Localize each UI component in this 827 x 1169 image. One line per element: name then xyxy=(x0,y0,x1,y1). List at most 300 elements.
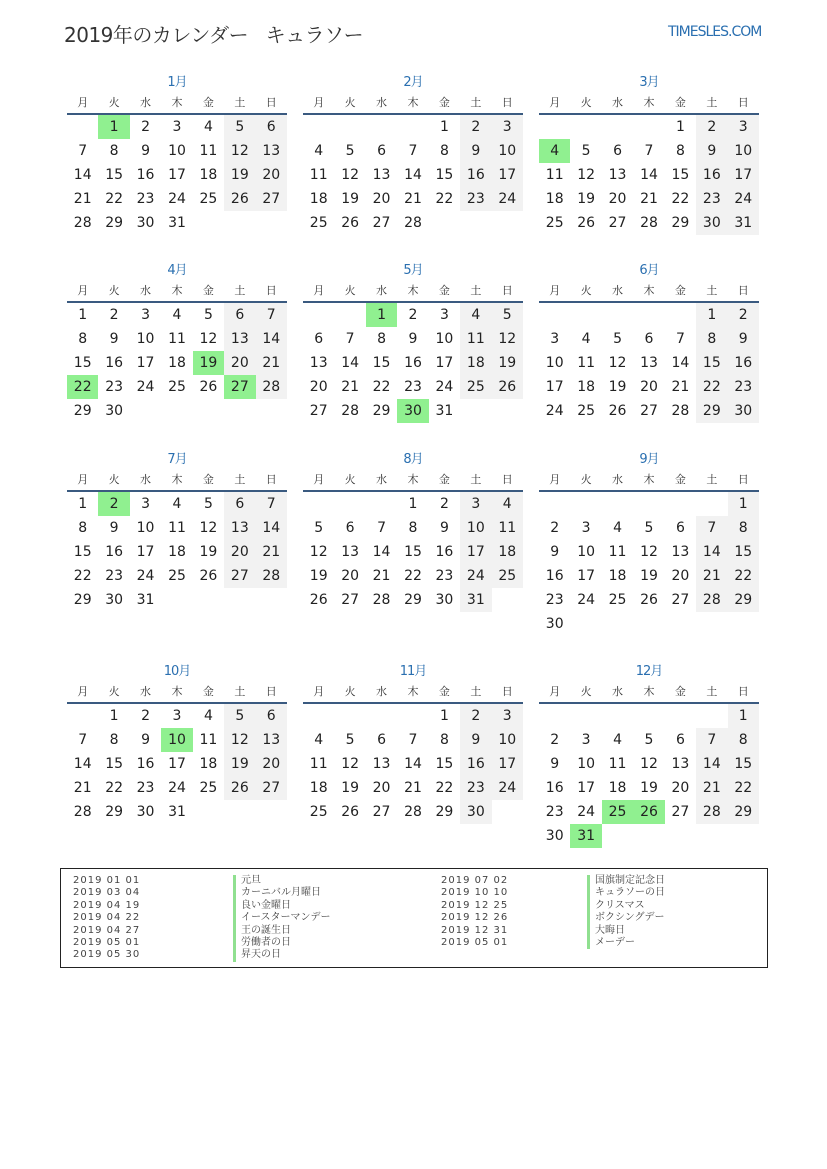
day-cell[interactable]: 1 xyxy=(728,492,759,516)
day-cell[interactable]: 14 xyxy=(341,355,360,371)
day-cell[interactable]: 15 xyxy=(73,544,92,560)
day-cell[interactable]: 3 xyxy=(172,708,182,724)
day-cell[interactable]: 5 xyxy=(224,115,255,139)
day-cell[interactable]: 12 xyxy=(492,327,523,351)
day-cell[interactable]: 30 xyxy=(696,211,727,235)
day-cell[interactable]: 21 xyxy=(696,776,727,800)
day-cell[interactable]: 13 xyxy=(372,756,391,772)
day-cell[interactable]: 26 xyxy=(309,592,328,608)
day-cell[interactable]: 23 xyxy=(105,379,124,395)
day-cell[interactable]: 21 xyxy=(671,379,690,395)
day-cell[interactable]: 5 xyxy=(345,732,355,748)
day-cell[interactable]: 8 xyxy=(78,331,88,347)
day-cell[interactable]: 18 xyxy=(577,379,596,395)
day-cell[interactable]: 11 xyxy=(168,520,186,536)
day-cell[interactable]: 10 xyxy=(435,331,454,347)
day-cell[interactable]: 12 xyxy=(199,331,218,347)
day-cell[interactable]: 3 xyxy=(550,331,560,347)
day-cell[interactable]: 1 xyxy=(98,115,129,139)
day-cell[interactable]: 2 xyxy=(141,708,151,724)
day-cell[interactable]: 28 xyxy=(696,588,727,612)
day-cell[interactable]: 5 xyxy=(314,520,324,536)
day-cell[interactable]: 18 xyxy=(309,780,328,796)
day-cell[interactable]: 30 xyxy=(105,592,124,608)
day-cell[interactable]: 8 xyxy=(377,331,387,347)
day-cell[interactable]: 2 xyxy=(728,303,759,327)
day-cell[interactable]: 20 xyxy=(224,351,255,375)
day-cell[interactable]: 10 xyxy=(161,728,192,752)
day-cell[interactable]: 15 xyxy=(671,167,690,183)
day-cell[interactable]: 31 xyxy=(136,592,155,608)
day-cell[interactable]: 9 xyxy=(460,728,491,752)
day-cell[interactable]: 8 xyxy=(728,516,759,540)
day-cell[interactable]: 28 xyxy=(640,215,658,231)
day-cell[interactable]: 17 xyxy=(492,163,523,187)
day-cell[interactable]: 31 xyxy=(460,588,491,612)
day-cell[interactable]: 22 xyxy=(435,780,454,796)
day-cell[interactable]: 13 xyxy=(341,544,360,560)
day-cell[interactable]: 30 xyxy=(397,399,428,423)
day-cell[interactable]: 26 xyxy=(577,215,596,231)
day-cell[interactable]: 13 xyxy=(256,139,287,163)
day-cell[interactable]: 8 xyxy=(439,143,449,159)
day-cell[interactable]: 9 xyxy=(109,331,119,347)
day-cell[interactable]: 11 xyxy=(460,327,491,351)
day-cell[interactable]: 20 xyxy=(341,568,360,584)
day-cell[interactable]: 11 xyxy=(199,143,218,159)
day-cell[interactable]: 10 xyxy=(545,355,564,371)
day-cell[interactable]: 16 xyxy=(728,351,759,375)
day-cell[interactable]: 1 xyxy=(366,303,397,327)
day-cell[interactable]: 25 xyxy=(168,379,186,395)
day-cell[interactable]: 28 xyxy=(372,592,391,608)
day-cell[interactable]: 20 xyxy=(309,379,328,395)
day-cell[interactable]: 30 xyxy=(105,403,124,419)
day-cell[interactable]: 30 xyxy=(545,828,564,844)
day-cell[interactable]: 19 xyxy=(492,351,523,375)
day-cell[interactable]: 23 xyxy=(136,191,155,207)
day-cell[interactable]: 10 xyxy=(460,516,491,540)
day-cell[interactable]: 25 xyxy=(309,804,328,820)
day-cell[interactable]: 4 xyxy=(314,143,324,159)
day-cell[interactable]: 7 xyxy=(644,143,654,159)
day-cell[interactable]: 11 xyxy=(545,167,564,183)
day-cell[interactable]: 13 xyxy=(309,355,328,371)
day-cell[interactable]: 27 xyxy=(224,564,255,588)
day-cell[interactable]: 29 xyxy=(404,592,422,608)
day-cell[interactable]: 27 xyxy=(640,403,658,419)
day-cell[interactable]: 5 xyxy=(644,520,654,536)
day-cell[interactable]: 27 xyxy=(608,215,627,231)
day-cell[interactable]: 7 xyxy=(408,732,418,748)
day-cell[interactable]: 5 xyxy=(644,732,654,748)
day-cell[interactable]: 5 xyxy=(613,331,623,347)
day-cell[interactable]: 9 xyxy=(109,520,119,536)
day-cell[interactable]: 18 xyxy=(199,167,218,183)
day-cell[interactable]: 8 xyxy=(78,520,88,536)
day-cell[interactable]: 17 xyxy=(577,568,596,584)
day-cell[interactable]: 23 xyxy=(404,379,422,395)
day-cell[interactable]: 15 xyxy=(372,355,391,371)
day-cell[interactable]: 14 xyxy=(696,540,727,564)
day-cell[interactable]: 21 xyxy=(256,540,287,564)
day-cell[interactable]: 22 xyxy=(671,191,690,207)
day-cell[interactable]: 13 xyxy=(671,756,690,772)
day-cell[interactable]: 1 xyxy=(408,496,418,512)
day-cell[interactable]: 11 xyxy=(199,732,218,748)
day-cell[interactable]: 11 xyxy=(608,544,627,560)
day-cell[interactable]: 25 xyxy=(309,215,328,231)
day-cell[interactable]: 9 xyxy=(141,143,151,159)
day-cell[interactable]: 7 xyxy=(696,728,727,752)
day-cell[interactable]: 28 xyxy=(256,564,287,588)
day-cell[interactable]: 8 xyxy=(696,327,727,351)
day-cell[interactable]: 21 xyxy=(73,191,92,207)
day-cell[interactable]: 24 xyxy=(577,804,596,820)
day-cell[interactable]: 2 xyxy=(98,492,129,516)
day-cell[interactable]: 20 xyxy=(640,379,658,395)
day-cell[interactable]: 29 xyxy=(73,403,92,419)
day-cell[interactable]: 4 xyxy=(203,119,213,135)
day-cell[interactable]: 3 xyxy=(492,115,523,139)
day-cell[interactable]: 4 xyxy=(460,303,491,327)
day-cell[interactable]: 6 xyxy=(675,732,685,748)
day-cell[interactable]: 24 xyxy=(492,776,523,800)
day-cell[interactable]: 26 xyxy=(199,568,218,584)
site-logo[interactable]: TIMESLES.COM xyxy=(668,24,762,40)
day-cell[interactable]: 10 xyxy=(136,331,155,347)
day-cell[interactable]: 15 xyxy=(728,540,759,564)
day-cell[interactable]: 1 xyxy=(696,303,727,327)
day-cell[interactable]: 12 xyxy=(640,544,658,560)
day-cell[interactable]: 9 xyxy=(460,139,491,163)
day-cell[interactable]: 17 xyxy=(460,540,491,564)
day-cell[interactable]: 7 xyxy=(675,331,685,347)
day-cell[interactable]: 28 xyxy=(73,215,92,231)
day-cell[interactable]: 2 xyxy=(550,520,560,536)
day-cell[interactable]: 22 xyxy=(67,375,98,399)
day-cell[interactable]: 12 xyxy=(577,167,596,183)
day-cell[interactable]: 8 xyxy=(728,728,759,752)
day-cell[interactable]: 16 xyxy=(460,163,491,187)
day-cell[interactable]: 15 xyxy=(728,752,759,776)
day-cell[interactable]: 7 xyxy=(78,732,88,748)
day-cell[interactable]: 11 xyxy=(608,756,627,772)
day-cell[interactable]: 23 xyxy=(545,592,564,608)
day-cell[interactable]: 16 xyxy=(404,355,422,371)
day-cell[interactable]: 1 xyxy=(78,307,88,323)
day-cell[interactable]: 23 xyxy=(136,780,155,796)
day-cell[interactable]: 3 xyxy=(141,307,151,323)
day-cell[interactable]: 5 xyxy=(581,143,591,159)
day-cell[interactable]: 20 xyxy=(224,540,255,564)
day-cell[interactable]: 25 xyxy=(602,800,633,824)
day-cell[interactable]: 22 xyxy=(696,375,727,399)
day-cell[interactable]: 9 xyxy=(550,756,560,772)
day-cell[interactable]: 20 xyxy=(372,780,391,796)
day-cell[interactable]: 28 xyxy=(404,804,422,820)
day-cell[interactable]: 16 xyxy=(545,780,564,796)
day-cell[interactable]: 28 xyxy=(256,375,287,399)
day-cell[interactable]: 9 xyxy=(550,544,560,560)
day-cell[interactable]: 13 xyxy=(640,355,658,371)
day-cell[interactable]: 15 xyxy=(696,351,727,375)
day-cell[interactable]: 11 xyxy=(168,331,186,347)
day-cell[interactable]: 1 xyxy=(109,708,119,724)
day-cell[interactable]: 26 xyxy=(608,403,627,419)
day-cell[interactable]: 25 xyxy=(577,403,596,419)
day-cell[interactable]: 14 xyxy=(372,544,391,560)
day-cell[interactable]: 15 xyxy=(73,355,92,371)
day-cell[interactable]: 16 xyxy=(545,568,564,584)
day-cell[interactable]: 26 xyxy=(640,592,658,608)
day-cell[interactable]: 3 xyxy=(141,496,151,512)
day-cell[interactable]: 2 xyxy=(460,115,491,139)
day-cell[interactable]: 28 xyxy=(696,800,727,824)
day-cell[interactable]: 21 xyxy=(341,379,360,395)
day-cell[interactable]: 12 xyxy=(341,756,360,772)
day-cell[interactable]: 24 xyxy=(136,568,155,584)
day-cell[interactable]: 23 xyxy=(460,187,491,211)
day-cell[interactable]: 30 xyxy=(728,399,759,423)
day-cell[interactable]: 22 xyxy=(435,191,454,207)
day-cell[interactable]: 6 xyxy=(314,331,324,347)
day-cell[interactable]: 16 xyxy=(460,752,491,776)
day-cell[interactable]: 3 xyxy=(172,119,182,135)
day-cell[interactable]: 6 xyxy=(377,732,387,748)
day-cell[interactable]: 22 xyxy=(728,776,759,800)
day-cell[interactable]: 23 xyxy=(696,187,727,211)
day-cell[interactable]: 6 xyxy=(613,143,623,159)
day-cell[interactable]: 18 xyxy=(309,191,328,207)
day-cell[interactable]: 21 xyxy=(404,780,422,796)
day-cell[interactable]: 14 xyxy=(696,752,727,776)
day-cell[interactable]: 2 xyxy=(460,704,491,728)
day-cell[interactable]: 19 xyxy=(341,191,360,207)
day-cell[interactable]: 12 xyxy=(341,167,360,183)
day-cell[interactable]: 5 xyxy=(224,704,255,728)
day-cell[interactable]: 6 xyxy=(377,143,387,159)
day-cell[interactable]: 18 xyxy=(492,540,523,564)
day-cell[interactable]: 10 xyxy=(168,143,186,159)
day-cell[interactable]: 9 xyxy=(141,732,151,748)
day-cell[interactable]: 28 xyxy=(671,403,690,419)
day-cell[interactable]: 2 xyxy=(439,496,449,512)
day-cell[interactable]: 2 xyxy=(109,307,119,323)
day-cell[interactable]: 22 xyxy=(105,191,124,207)
day-cell[interactable]: 4 xyxy=(172,496,182,512)
day-cell[interactable]: 14 xyxy=(256,516,287,540)
day-cell[interactable]: 5 xyxy=(203,496,213,512)
day-cell[interactable]: 18 xyxy=(460,351,491,375)
day-cell[interactable]: 2 xyxy=(408,307,418,323)
day-cell[interactable]: 7 xyxy=(377,520,387,536)
day-cell[interactable]: 17 xyxy=(168,756,186,772)
day-cell[interactable]: 8 xyxy=(439,732,449,748)
day-cell[interactable]: 26 xyxy=(341,215,360,231)
day-cell[interactable]: 7 xyxy=(408,143,418,159)
day-cell[interactable]: 26 xyxy=(492,375,523,399)
day-cell[interactable]: 12 xyxy=(224,728,255,752)
day-cell[interactable]: 22 xyxy=(105,780,124,796)
day-cell[interactable]: 21 xyxy=(256,351,287,375)
day-cell[interactable]: 17 xyxy=(136,544,155,560)
day-cell[interactable]: 20 xyxy=(256,752,287,776)
day-cell[interactable]: 17 xyxy=(728,163,759,187)
day-cell[interactable]: 6 xyxy=(224,492,255,516)
day-cell[interactable]: 10 xyxy=(728,139,759,163)
day-cell[interactable]: 6 xyxy=(644,331,654,347)
day-cell[interactable]: 27 xyxy=(309,403,328,419)
day-cell[interactable]: 29 xyxy=(696,399,727,423)
day-cell[interactable]: 11 xyxy=(492,516,523,540)
day-cell[interactable]: 22 xyxy=(73,568,92,584)
day-cell[interactable]: 13 xyxy=(372,167,391,183)
day-cell[interactable]: 23 xyxy=(105,568,124,584)
day-cell[interactable]: 16 xyxy=(136,756,155,772)
day-cell[interactable]: 25 xyxy=(545,215,564,231)
day-cell[interactable]: 27 xyxy=(372,215,391,231)
day-cell[interactable]: 26 xyxy=(633,800,664,824)
day-cell[interactable]: 20 xyxy=(372,191,391,207)
day-cell[interactable]: 2 xyxy=(141,119,151,135)
day-cell[interactable]: 25 xyxy=(199,191,218,207)
day-cell[interactable]: 20 xyxy=(256,163,287,187)
day-cell[interactable]: 27 xyxy=(372,804,391,820)
day-cell[interactable]: 19 xyxy=(640,780,658,796)
day-cell[interactable]: 4 xyxy=(539,139,570,163)
day-cell[interactable]: 17 xyxy=(492,752,523,776)
day-cell[interactable]: 21 xyxy=(696,564,727,588)
day-cell[interactable]: 8 xyxy=(109,143,119,159)
day-cell[interactable]: 10 xyxy=(492,728,523,752)
day-cell[interactable]: 29 xyxy=(73,592,92,608)
day-cell[interactable]: 19 xyxy=(199,544,218,560)
day-cell[interactable]: 27 xyxy=(256,187,287,211)
day-cell[interactable]: 20 xyxy=(671,780,690,796)
day-cell[interactable]: 1 xyxy=(439,119,449,135)
day-cell[interactable]: 4 xyxy=(613,732,623,748)
day-cell[interactable]: 23 xyxy=(728,375,759,399)
day-cell[interactable]: 1 xyxy=(728,704,759,728)
day-cell[interactable]: 19 xyxy=(608,379,627,395)
day-cell[interactable]: 4 xyxy=(492,492,523,516)
day-cell[interactable]: 4 xyxy=(314,732,324,748)
day-cell[interactable]: 30 xyxy=(435,592,454,608)
day-cell[interactable]: 12 xyxy=(309,544,328,560)
day-cell[interactable]: 26 xyxy=(341,804,360,820)
day-cell[interactable]: 3 xyxy=(581,732,591,748)
day-cell[interactable]: 14 xyxy=(73,756,92,772)
day-cell[interactable]: 10 xyxy=(577,544,596,560)
day-cell[interactable]: 16 xyxy=(136,167,155,183)
day-cell[interactable]: 29 xyxy=(728,800,759,824)
day-cell[interactable]: 19 xyxy=(309,568,328,584)
day-cell[interactable]: 28 xyxy=(73,804,92,820)
day-cell[interactable]: 16 xyxy=(435,544,454,560)
day-cell[interactable]: 27 xyxy=(671,592,690,608)
day-cell[interactable]: 18 xyxy=(545,191,564,207)
day-cell[interactable]: 21 xyxy=(73,780,92,796)
day-cell[interactable]: 29 xyxy=(728,588,759,612)
day-cell[interactable]: 13 xyxy=(224,516,255,540)
day-cell[interactable]: 7 xyxy=(256,492,287,516)
day-cell[interactable]: 24 xyxy=(460,564,491,588)
day-cell[interactable]: 14 xyxy=(73,167,92,183)
day-cell[interactable]: 5 xyxy=(492,303,523,327)
day-cell[interactable]: 8 xyxy=(408,520,418,536)
day-cell[interactable]: 17 xyxy=(435,355,454,371)
day-cell[interactable]: 15 xyxy=(105,756,124,772)
day-cell[interactable]: 23 xyxy=(460,776,491,800)
day-cell[interactable]: 24 xyxy=(545,403,564,419)
day-cell[interactable]: 29 xyxy=(435,804,454,820)
day-cell[interactable]: 17 xyxy=(577,780,596,796)
day-cell[interactable]: 19 xyxy=(640,568,658,584)
day-cell[interactable]: 15 xyxy=(105,167,124,183)
day-cell[interactable]: 3 xyxy=(581,520,591,536)
day-cell[interactable]: 7 xyxy=(696,516,727,540)
day-cell[interactable]: 6 xyxy=(675,520,685,536)
day-cell[interactable]: 14 xyxy=(640,167,658,183)
day-cell[interactable]: 31 xyxy=(728,211,759,235)
day-cell[interactable]: 23 xyxy=(435,568,454,584)
day-cell[interactable]: 18 xyxy=(168,544,186,560)
day-cell[interactable]: 9 xyxy=(408,331,418,347)
day-cell[interactable]: 23 xyxy=(545,804,564,820)
day-cell[interactable]: 24 xyxy=(168,780,186,796)
day-cell[interactable]: 30 xyxy=(545,616,564,632)
day-cell[interactable]: 20 xyxy=(671,568,690,584)
day-cell[interactable]: 3 xyxy=(460,492,491,516)
day-cell[interactable]: 8 xyxy=(109,732,119,748)
day-cell[interactable]: 31 xyxy=(435,403,454,419)
day-cell[interactable]: 27 xyxy=(224,375,255,399)
day-cell[interactable]: 3 xyxy=(439,307,449,323)
day-cell[interactable]: 29 xyxy=(105,804,124,820)
day-cell[interactable]: 27 xyxy=(671,804,690,820)
day-cell[interactable]: 25 xyxy=(492,564,523,588)
day-cell[interactable]: 18 xyxy=(168,355,186,371)
day-cell[interactable]: 21 xyxy=(640,191,658,207)
day-cell[interactable]: 13 xyxy=(224,327,255,351)
day-cell[interactable]: 13 xyxy=(671,544,690,560)
day-cell[interactable]: 19 xyxy=(577,191,596,207)
day-cell[interactable]: 24 xyxy=(728,187,759,211)
day-cell[interactable]: 14 xyxy=(404,167,422,183)
day-cell[interactable]: 14 xyxy=(671,355,690,371)
day-cell[interactable]: 28 xyxy=(341,403,360,419)
day-cell[interactable]: 7 xyxy=(345,331,355,347)
day-cell[interactable]: 19 xyxy=(224,163,255,187)
day-cell[interactable]: 20 xyxy=(608,191,627,207)
day-cell[interactable]: 19 xyxy=(224,752,255,776)
day-cell[interactable]: 5 xyxy=(345,143,355,159)
day-cell[interactable]: 25 xyxy=(199,780,218,796)
day-cell[interactable]: 10 xyxy=(492,139,523,163)
day-cell[interactable]: 11 xyxy=(577,355,596,371)
day-cell[interactable]: 6 xyxy=(256,115,287,139)
day-cell[interactable]: 22 xyxy=(728,564,759,588)
day-cell[interactable]: 7 xyxy=(78,143,88,159)
day-cell[interactable]: 31 xyxy=(570,824,601,848)
day-cell[interactable]: 13 xyxy=(608,167,627,183)
day-cell[interactable]: 28 xyxy=(404,215,422,231)
day-cell[interactable]: 19 xyxy=(193,351,224,375)
day-cell[interactable]: 5 xyxy=(203,307,213,323)
day-cell[interactable]: 17 xyxy=(168,167,186,183)
day-cell[interactable]: 12 xyxy=(199,520,218,536)
